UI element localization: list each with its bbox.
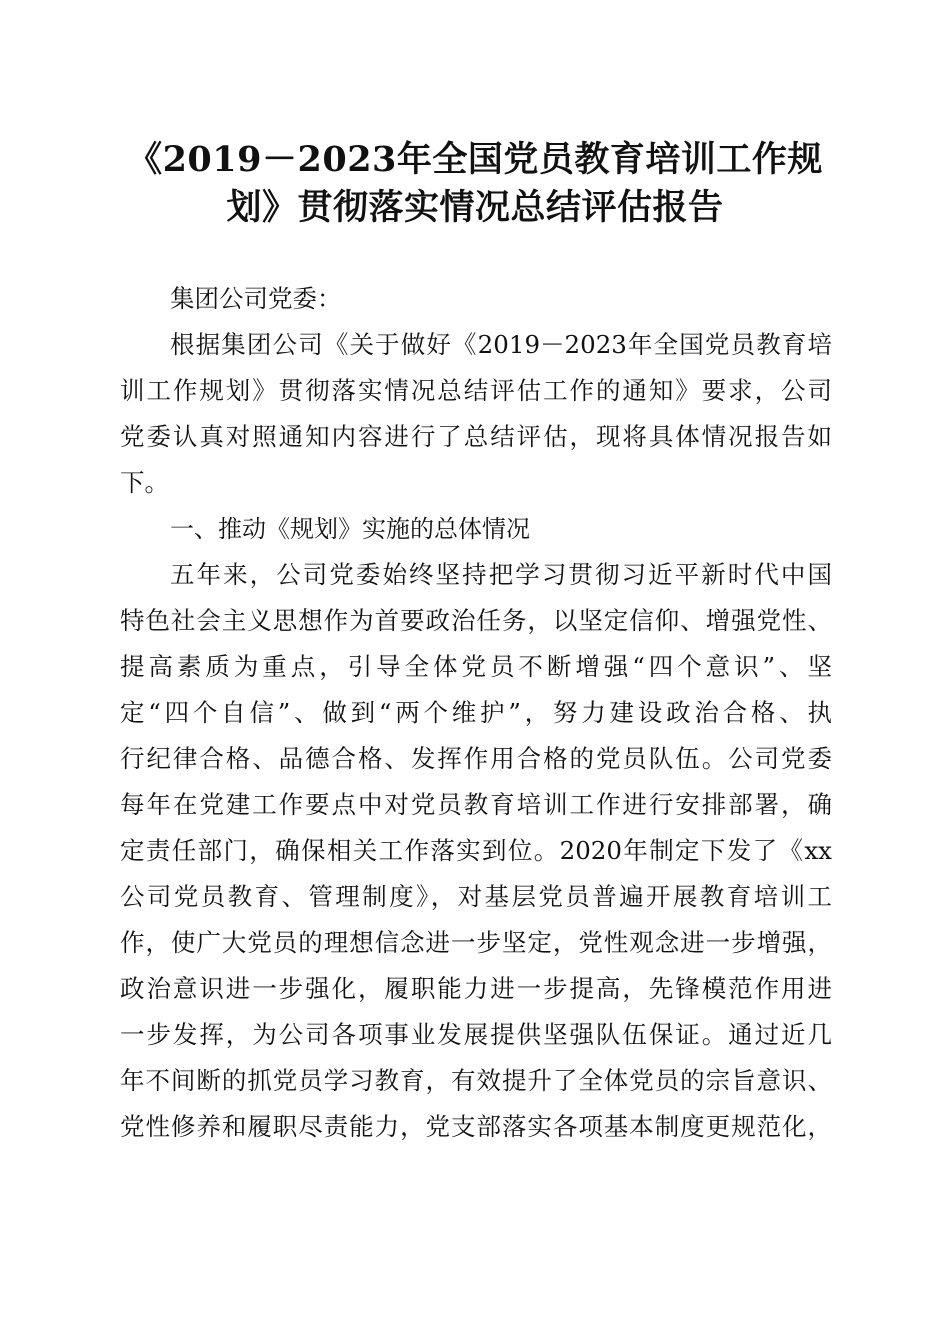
intro-line-3: 党委认真对照通知内容进行了总结评估，现将具体情况报告如 [120,422,832,451]
intro-line-4: 下。 [120,468,169,497]
intro-line-2: 训工作规划》贯彻落实情况总结评估工作的通知》要求，公司 [120,376,832,405]
section-1-line-12: 年不间断的抓党员学习教育，有效提升了全体党员的宗旨意识、 [120,1066,832,1095]
section-1-line-4: 定“四个自信”、做到“两个维护”，努力建设政治合格、执 [120,698,832,727]
intro-line-1: 根据集团公司《关于做好《2019－2023年全国党员教育培 [170,330,832,359]
salutation: 集团公司党委： [170,284,342,313]
section-1-line-11: 一步发挥，为公司各项事业发展提供坚强队伍保证。通过近几 [120,1020,832,1049]
section-1-line-1: 五年来，公司党委始终坚持把学习贯彻习近平新时代中国 [170,560,832,589]
section-1-line-10: 政治意识进一步强化，履职能力进一步提高，先锋模范作用进 [120,974,832,1003]
section-1-line-6: 每年在党建工作要点中对党员教育培训工作进行安排部署，确 [120,790,832,819]
document-title-line-2: 划》贯彻落实情况总结评估报告 [226,187,724,228]
section-1-line-5: 行纪律合格、品德合格、发挥作用合格的党员队伍。公司党委 [120,744,832,773]
section-1-line-2: 特色社会主义思想作为首要政治任务，以坚定信仰、增强党性、 [120,606,832,635]
section-1-line-7: 定责任部门，确保相关工作落实到位。2020年制定下发了《xx [120,836,832,865]
section-1-heading: 一、推动《规划》实施的总体情况 [170,515,530,543]
section-1-line-9: 作，使广大党员的理想信念进一步坚定，党性观念进一步增强， [120,928,832,957]
section-1-line-13: 党性修养和履职尽责能力，党支部落实各项基本制度更规范化， [120,1112,832,1141]
document-title-line-1: 《2019－2023年全国党员教育培训工作规 [127,139,823,180]
section-1-line-8: 公司党员教育、管理制度》，对基层党员普遍开展教育培训工 [120,882,832,911]
section-1-line-3: 提高素质为重点，引导全体党员不断增强“四个意识”、坚 [120,652,832,681]
